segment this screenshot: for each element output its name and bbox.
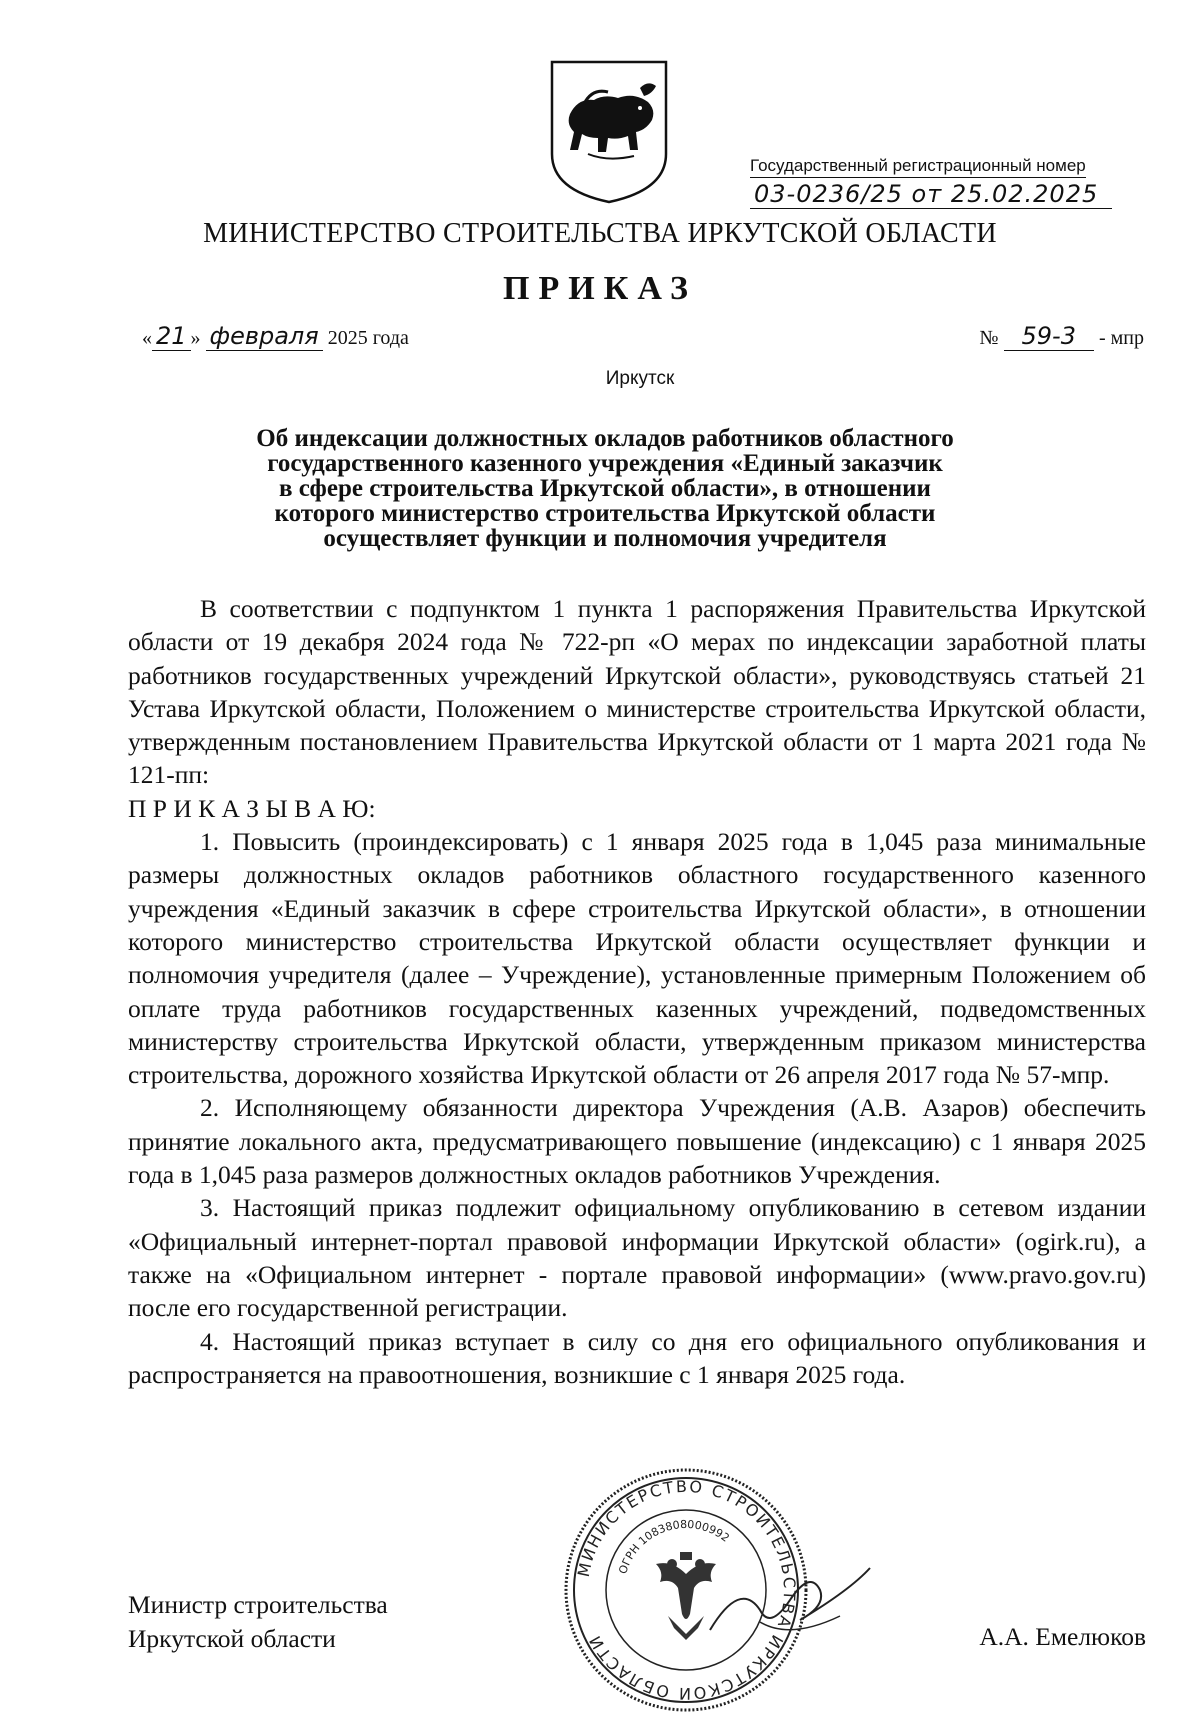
order-item-1: 1. Повысить (проиндексировать) с 1 января 2025 года в 1,045 раза минимальные размеры должностных окладов работников областного государственного казенного учреждения «Единый заказчик в сфере строительства Иркутской области», в отношении которого министерство строительства Иркутской области осуществляет функции и полномочия учредителя (далее – Учреждение), установленные примерным Положением об оплате труда работников государственных казенных учреждений, подведомственных министерству строительства Иркутской области, утвержденным приказом министерства строительства, дорожного хозяйства Иркутской области от 26 апреля 2017 года № 57-мпр. bbox=[128, 827, 1146, 1090]
stamp-outer-text: МИНИСТЕРСТВО СТРОИТЕЛЬСТВА ИРКУТСКОЙ ОБЛАСТИ bbox=[573, 1476, 800, 1704]
document-title: ПРИКАЗ bbox=[503, 270, 697, 307]
subject-line: в сфере строительства Иркутской области», в отношении bbox=[279, 475, 931, 502]
order-subject bbox=[140, 426, 1070, 551]
position-line: Иркутской области bbox=[128, 1624, 336, 1653]
order-item-3: 3. Настоящий приказ подлежит официальному опубликованию в сетевом издании «Официальный интернет-портал правовой информации Иркутской области» (ogirk.ru), а также на «Официальном интернет - портале правовой информации» (www.pravo.gov.ru) после его государственной регистрации. bbox=[128, 1193, 1146, 1323]
number-suffix: - мпр bbox=[1098, 327, 1144, 349]
handwritten-signature-icon bbox=[700, 1560, 880, 1650]
registration-label: Государственный регистрационный номер bbox=[750, 156, 1086, 178]
date-year: 2025 года bbox=[327, 327, 409, 349]
coat-of-arms-icon bbox=[548, 58, 670, 206]
subject-line: Об индексации должностных окладов работников областного bbox=[256, 425, 954, 452]
subject-line: осуществляет функции и полномочия учредителя bbox=[323, 525, 887, 552]
stamp-inner-text: ОГРН 1083808000992 bbox=[616, 1517, 732, 1576]
date-open-quote: « bbox=[142, 327, 152, 349]
date-day: 21 bbox=[152, 322, 191, 351]
order-body bbox=[128, 592, 1146, 1391]
registration-block bbox=[750, 156, 1150, 209]
date-month: февраля bbox=[206, 322, 323, 351]
city: Иркутск bbox=[605, 368, 675, 389]
signatory-name: А.А. Емелюков bbox=[979, 1622, 1146, 1651]
ministry-name: МИНИСТЕРСТВО СТРОИТЕЛЬСТВА ИРКУТСКОЙ ОБЛАСТИ bbox=[203, 218, 997, 249]
subject-line: которого министерство строительства Иркутской области bbox=[274, 500, 936, 527]
number-prefix: № bbox=[979, 327, 999, 349]
position-line: Министр строительства bbox=[128, 1590, 388, 1619]
number-value: 59-3 bbox=[1004, 322, 1094, 351]
registration-number: 03-0236/25 от 25.02.2025 bbox=[750, 180, 1112, 209]
date-close-quote: » bbox=[190, 327, 201, 349]
order-item-4: 4. Настоящий приказ вступает в силу со дня его официального опубликования и распространяется на правоотношения, возникшие с 1 января 2025 года. bbox=[128, 1326, 1146, 1389]
decree-word: П Р И К А З Ы В А Ю: bbox=[128, 793, 376, 823]
order-item-2: 2. Исполняющему обязанности директора Учреждения (А.В. Азаров) обеспечить принятие локального акта, предусматривающего повышение (индексацию) с 1 января 2025 года в 1,045 раза размеров должностных окладов работников Учреждения. bbox=[128, 1093, 1146, 1190]
order-number bbox=[979, 322, 1144, 350]
order-date bbox=[142, 322, 409, 350]
preamble-paragraph: В соответствии с подпунктом 1 пункта 1 распоряжения Правительства Иркутской области от 19 декабря 2024 года № 722-рп «О мерах по индексации заработной платы работников государственных учреждений Иркутской области», руководствуясь статьей 21 Устава Иркутской области, Положением о министерстве строительства Иркутской области, утвержденным постановлением Правительства Иркутской области от 1 марта 2021 года № 121-пп: bbox=[128, 594, 1146, 790]
subject-line: государственного казенного учреждения «Единый заказчик bbox=[267, 450, 943, 477]
signatory-position bbox=[128, 1588, 388, 1656]
